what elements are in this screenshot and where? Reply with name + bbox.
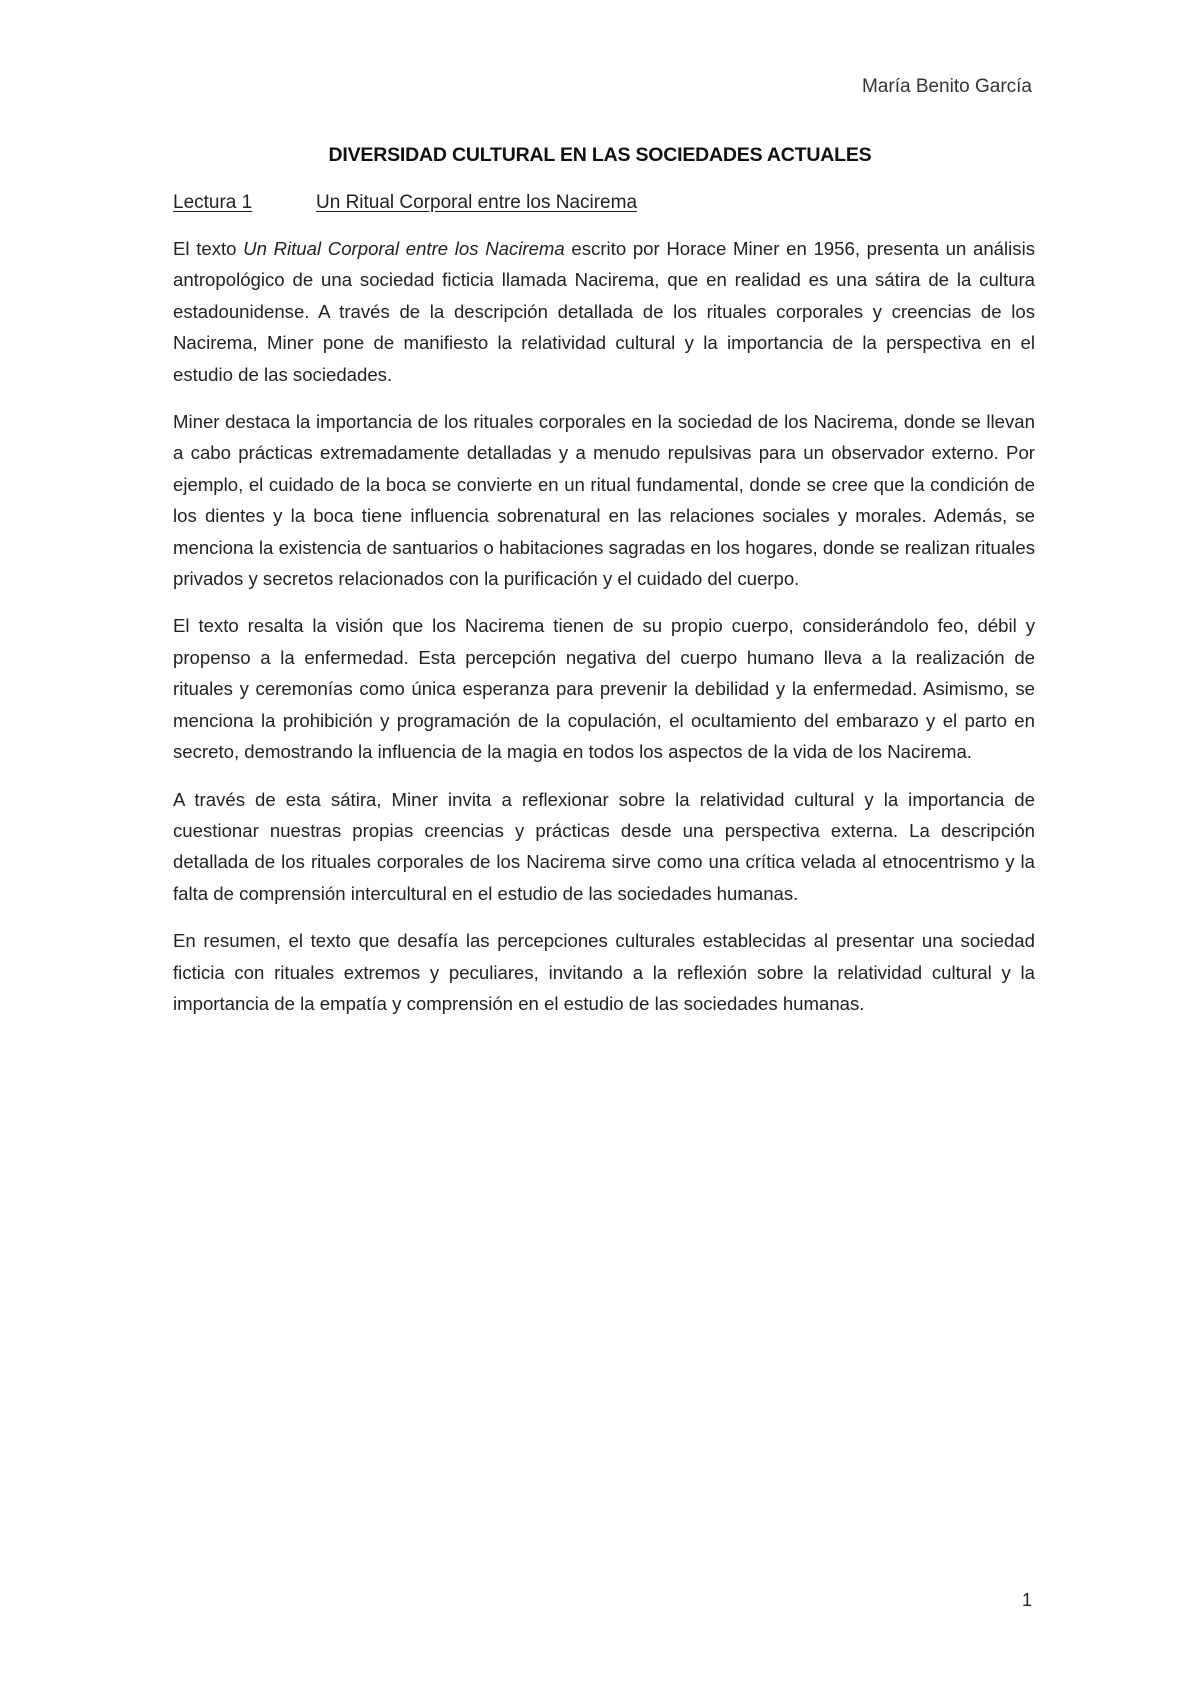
paragraph-3: El texto resalta la visión que los Nacirema tienen de su propio cuerpo, considerándolo feo, débil y propenso a la enfermedad. Esta percepción negativa del cuerpo humano lleva a la realización de rituales y ceremonías como única esperanza para prevenir la debilidad y la enfermedad. Asimismo, se menciona la prohibición y programación de la copulación, el ocultamiento del embarazo y el parto en secreto, demostrando la influencia de la magia en todos los aspectos de la vida de los Nacirema.: [173, 615, 1035, 763]
page-number: 1: [1021, 1590, 1032, 1610]
paragraph-5: En resumen, el texto que desafía las percepciones culturales establecidas al presentar una sociedad ficticia con rituales extremos y peculiares, invitando a la reflexión sobre la relatividad cultural y la importancia de la empatía y comprensión en el estudio de las sociedades humanas.: [173, 930, 1035, 1014]
paragraph-1: [173, 233, 1035, 390]
paragraph-2: Miner destaca la importancia de los rituales corporales en la sociedad de los Nacirema, donde se llevan a cabo prácticas extremadamente detalladas y a menudo repulsivas para un observador externo. Por ejemplo, el cuidado de la boca se convierte en un ritual fundamental, donde se cree que la condición de los dientes y la boca tiene influencia sobrenatural en las relaciones sociales y morales. Además, se menciona la existencia de santuarios o habitaciones sagradas en los hogares, donde se realizan rituales privados y secretos relacionados con la purificación y el cuidado del cuerpo.: [173, 411, 1035, 590]
header-author: María Benito García: [861, 76, 1032, 97]
reading-label: Lectura 1: [173, 192, 253, 213]
document-body: [173, 233, 1035, 1035]
paragraph-4: A través de esta sátira, Miner invita a reflexionar sobre la relatividad cultural y la importancia de cuestionar nuestras propias creencias y prácticas desde una perspectiva externa. La descripción detallada de los rituales corporales de los Nacirema sirve como una crítica velada al etnocentrismo y la falta de comprensión intercultural en el estudio de las sociedades humanas.: [173, 788, 1035, 904]
paragraph-1-work-title: Un Ritual Corporal entre los Nacirema: [243, 238, 565, 259]
document-title: DIVERSIDAD CULTURAL EN LAS SOCIEDADES ACTUALES: [328, 144, 872, 166]
paragraph-1-lead: El texto: [173, 238, 244, 259]
reading-title: Un Ritual Corporal entre los Nacirema: [316, 192, 638, 213]
reading-heading: [173, 192, 637, 214]
paragraph-1-rest: escrito por Horace Miner en 1956, presenta un análisis antropológico de una sociedad ficticia llamada Nacirema, que en realidad es una sátira de la cultura estadounidense. A través de la descripción detallada de los rituales corporales y creencias de los Nacirema, Miner pone de manifiesto la relatividad cultural y la importancia de la perspectiva en el estudio de las sociedades.: [173, 238, 1035, 385]
